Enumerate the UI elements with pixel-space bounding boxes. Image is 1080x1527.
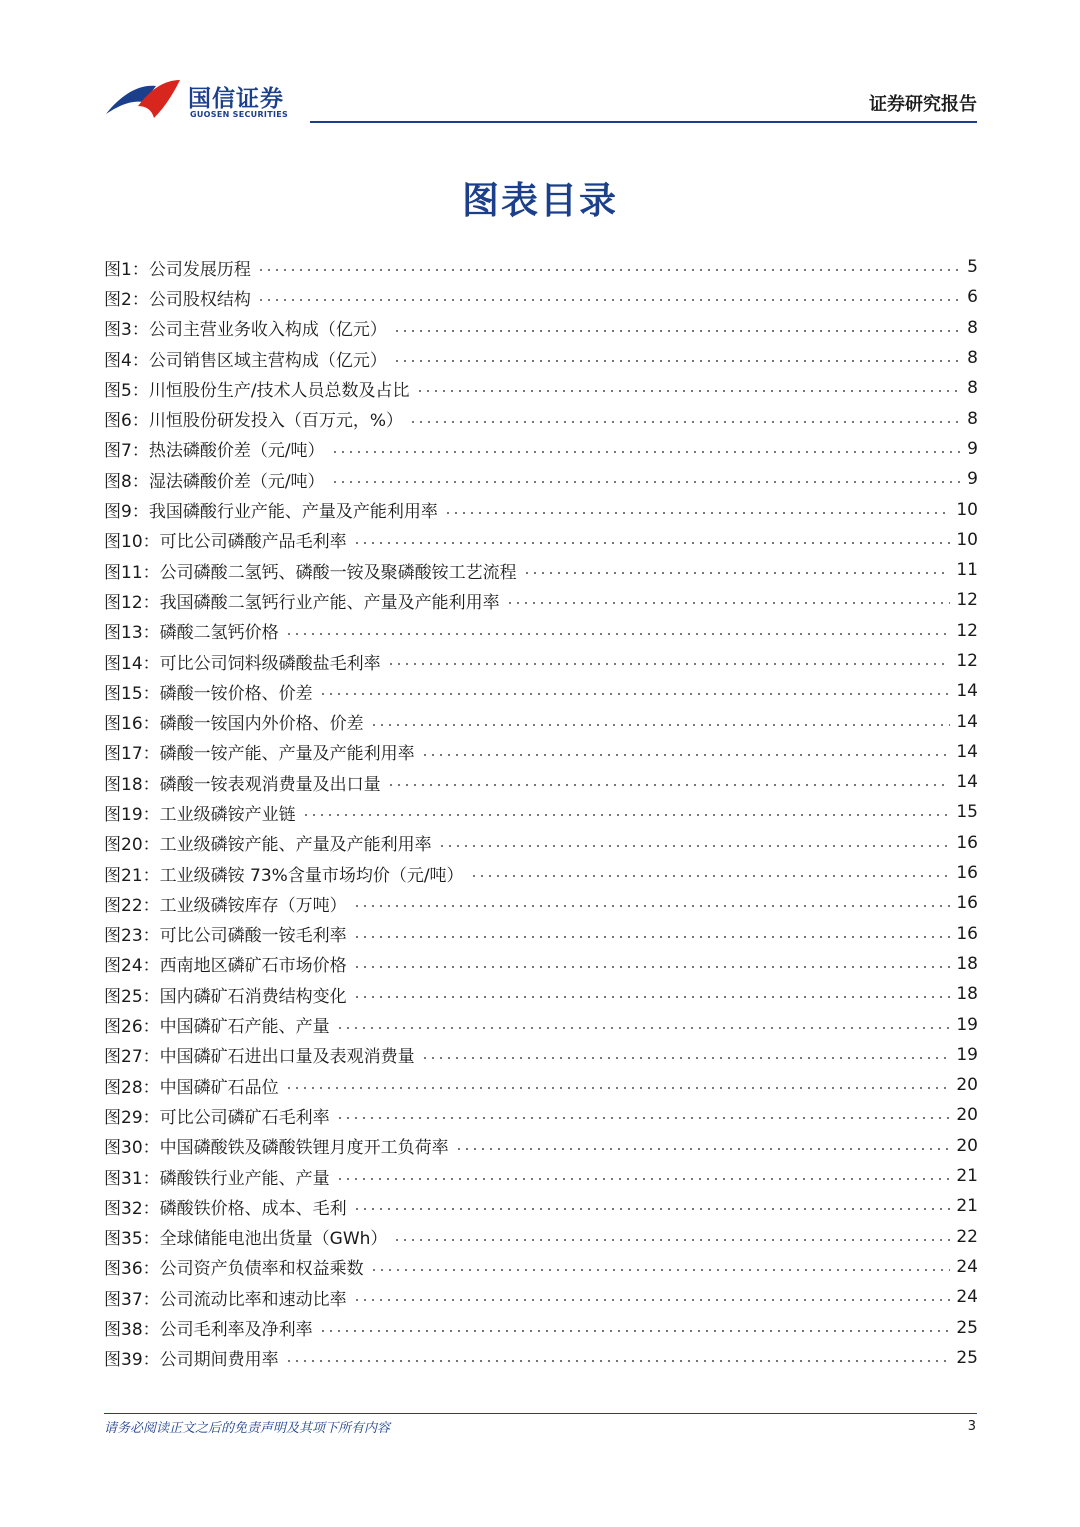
toc-item-title: 公司毛利率及净利率 <box>159 1320 313 1341</box>
toc-item-label: 图10： <box>104 532 160 553</box>
toc-item-page: 24 <box>956 1287 978 1308</box>
toc-item-title: 公司期间费用率 <box>159 1350 279 1371</box>
toc-item-title: 公司销售区域主营构成（亿元） <box>148 350 387 371</box>
toc-item-label: 图24： <box>104 956 160 977</box>
toc-item-label: 图15： <box>104 683 160 704</box>
toc-item-page: 9 <box>967 469 978 490</box>
toc-item-label: 图25： <box>104 986 160 1007</box>
toc-dot-leader <box>393 1239 950 1241</box>
toc-item-title: 公司流动比率和速动比率 <box>159 1289 347 1310</box>
toc-item[interactable] <box>104 1282 978 1312</box>
toc-dot-leader <box>336 1117 951 1119</box>
toc-item-label: 图35： <box>104 1229 160 1250</box>
toc-item-label: 图9： <box>104 502 149 523</box>
toc-item-page: 16 <box>956 923 978 944</box>
toc-item-page: 25 <box>956 1317 978 1338</box>
toc-dot-leader <box>353 936 951 938</box>
toc-item-label: 图32： <box>104 1198 160 1219</box>
toc-item[interactable] <box>104 464 978 494</box>
toc-item-page: 12 <box>956 651 978 671</box>
toc-dot-leader <box>353 996 951 998</box>
toc-item-label: 图4： <box>104 350 149 371</box>
toc-item-title: 可比公司磷矿石毛利率 <box>159 1107 330 1128</box>
toc-dot-leader <box>331 451 962 453</box>
toc-item[interactable] <box>104 1343 978 1373</box>
toc-item-title: 中国磷矿石产能、产量 <box>159 1017 330 1038</box>
toc-dot-leader <box>370 1269 951 1271</box>
toc-item-label: 图36： <box>104 1259 160 1280</box>
toc-dot-leader <box>336 1027 951 1029</box>
toc-item-title: 工业级磷铵 73%含量市场均价（元/吨） <box>159 865 464 886</box>
toc-item-label: 图29： <box>104 1107 160 1128</box>
toc-item-title: 川恒股份研发投入（百万元，%） <box>148 411 403 432</box>
toc-item-page: 12 <box>956 620 978 641</box>
toc-item-page: 21 <box>956 1166 978 1187</box>
toc-item-label: 图14： <box>104 653 160 674</box>
toc-item-label: 图19： <box>104 804 160 825</box>
toc-item-label: 图20： <box>104 835 160 856</box>
toc-dot-leader <box>455 1148 951 1150</box>
toc-dot-leader <box>353 1208 951 1210</box>
toc-dot-leader <box>257 269 961 271</box>
toc-dot-leader <box>319 1330 951 1332</box>
toc-item-page: 9 <box>967 438 978 459</box>
toc-dot-leader <box>336 1178 951 1180</box>
toc-item-label: 图8： <box>104 471 149 492</box>
toc-item-page: 10 <box>956 499 978 520</box>
toc-item-page: 6 <box>967 287 978 308</box>
toc-item-title: 磷酸铁行业产能、产量 <box>159 1168 330 1189</box>
toc-dot-leader <box>393 330 961 332</box>
toc-item[interactable] <box>104 858 978 888</box>
toc-dot-leader <box>353 542 951 544</box>
toc-item-title: 公司资产负债率和权益乘数 <box>159 1259 364 1280</box>
toc-item-page: 14 <box>956 772 978 793</box>
toc-item-label: 图39： <box>104 1350 160 1371</box>
toc-item[interactable] <box>104 343 978 373</box>
toc-item-label: 图30： <box>104 1138 160 1159</box>
toc-dot-leader <box>444 512 951 514</box>
toc-list <box>104 252 978 1373</box>
toc-item[interactable] <box>104 525 978 555</box>
guosen-logo <box>104 76 304 124</box>
toc-item-page: 10 <box>956 529 978 550</box>
toc-item[interactable] <box>104 1161 978 1191</box>
toc-item[interactable] <box>104 282 978 312</box>
toc-item[interactable] <box>104 373 978 403</box>
toc-item-title: 川恒股份生产/技术人员总数及占比 <box>148 380 410 401</box>
toc-item-page: 19 <box>956 1044 978 1065</box>
toc-item[interactable] <box>104 888 978 918</box>
toc-item[interactable] <box>104 797 978 827</box>
toc-item-title: 公司磷酸二氢钙、磷酸一铵及聚磷酸铵工艺流程 <box>159 562 517 583</box>
toc-item[interactable] <box>104 949 978 979</box>
toc-item-page: 19 <box>956 1014 978 1035</box>
toc-item[interactable] <box>104 1100 978 1130</box>
toc-dot-leader <box>393 360 961 362</box>
toc-item-label: 图28： <box>104 1077 160 1098</box>
toc-dot-leader <box>353 966 951 968</box>
header-divider <box>310 121 977 123</box>
toc-item-page: 20 <box>956 1135 978 1156</box>
toc-item-label: 图18： <box>104 774 160 795</box>
guosen-logo-mark-icon <box>104 76 188 124</box>
toc-dot-leader <box>319 693 951 695</box>
toc-item-label: 图22： <box>104 895 160 916</box>
toc-item[interactable] <box>104 616 978 646</box>
toc-item-label: 图7： <box>104 441 149 462</box>
toc-dot-leader <box>285 1087 951 1089</box>
toc-item-label: 图5： <box>104 380 149 401</box>
toc-item-page: 21 <box>956 1196 978 1217</box>
toc-item[interactable] <box>104 555 978 585</box>
toc-dot-leader <box>506 602 951 604</box>
toc-dot-leader <box>523 572 951 574</box>
toc-item-page: 24 <box>956 1256 978 1277</box>
toc-item[interactable] <box>104 828 978 858</box>
toc-item-label: 图37： <box>104 1289 160 1310</box>
toc-item-label: 图1： <box>104 259 149 280</box>
toc-item[interactable] <box>104 1252 978 1282</box>
toc-item-page: 8 <box>967 378 978 399</box>
toc-item[interactable] <box>104 403 978 433</box>
report-type-label: 证券研究报告 <box>869 94 977 115</box>
toc-item[interactable] <box>104 919 978 949</box>
toc-dot-leader <box>285 1360 951 1362</box>
toc-item-title: 公司主营业务收入构成（亿元） <box>148 320 387 341</box>
toc-item-label: 图27： <box>104 1047 160 1068</box>
toc-item[interactable] <box>104 767 978 797</box>
toc-dot-leader <box>421 1057 951 1059</box>
toc-item-page: 16 <box>956 863 978 884</box>
toc-item-label: 图6： <box>104 411 149 432</box>
toc-item[interactable] <box>104 1070 978 1100</box>
toc-item-page: 14 <box>956 681 978 702</box>
toc-item[interactable] <box>104 252 978 282</box>
toc-item[interactable] <box>104 585 978 615</box>
toc-item-title: 磷酸一铵产能、产量及产能利用率 <box>159 744 415 765</box>
toc-item-title: 全球储能电池出货量（GWh） <box>159 1229 388 1250</box>
toc-item-page: 11 <box>956 560 978 581</box>
toc-dot-leader <box>285 633 951 635</box>
footer-divider <box>104 1413 977 1414</box>
toc-title: 图表目录 <box>462 179 618 222</box>
toc-item-title: 公司发展历程 <box>148 259 251 280</box>
toc-dot-leader <box>353 905 951 907</box>
toc-item-title: 中国磷矿石品位 <box>159 1077 279 1098</box>
toc-item-page: 8 <box>967 317 978 338</box>
toc-item-page: 5 <box>967 257 978 278</box>
toc-item-label: 图31： <box>104 1168 160 1189</box>
page-number: 3 <box>967 1419 976 1434</box>
toc-item-page: 12 <box>956 590 978 611</box>
toc-item-page: 22 <box>956 1226 978 1247</box>
toc-item-label: 图16： <box>104 714 160 735</box>
toc-item-title: 磷酸一铵表观消费量及出口量 <box>159 774 381 795</box>
toc-item[interactable] <box>104 1191 978 1221</box>
toc-item[interactable] <box>104 1009 978 1039</box>
toc-item-label: 图13： <box>104 623 160 644</box>
toc-dot-leader <box>331 481 962 483</box>
toc-dot-leader <box>416 390 962 392</box>
toc-item-title: 湿法磷酸价差（元/吨） <box>148 471 325 492</box>
toc-item-label: 图38： <box>104 1320 160 1341</box>
toc-item-title: 西南地区磷矿石市场价格 <box>159 956 347 977</box>
toc-dot-leader <box>387 663 951 665</box>
toc-item[interactable] <box>104 979 978 1009</box>
toc-dot-leader <box>257 299 961 301</box>
toc-dot-leader <box>438 845 951 847</box>
page-header <box>0 0 1080 130</box>
toc-item-page: 20 <box>956 1075 978 1096</box>
toc-item-title: 可比公司磷酸一铵毛利率 <box>159 926 347 947</box>
toc-item-title: 工业级磷铵产能、产量及产能利用率 <box>159 835 432 856</box>
toc-item-label: 图21： <box>104 865 160 886</box>
toc-item-page: 14 <box>956 741 978 762</box>
toc-item-title: 磷酸一铵价格、价差 <box>159 683 313 704</box>
toc-dot-leader <box>302 814 951 816</box>
toc-item-title: 可比公司饲料级磷酸盐毛利率 <box>159 653 381 674</box>
toc-item-label: 图26： <box>104 1017 160 1038</box>
toc-dot-leader <box>421 754 951 756</box>
toc-item[interactable] <box>104 737 978 767</box>
toc-item-page: 15 <box>956 802 978 823</box>
toc-item-label: 图2： <box>104 289 149 310</box>
toc-item[interactable] <box>104 706 978 736</box>
toc-item-title: 可比公司磷酸产品毛利率 <box>159 532 347 553</box>
toc-item-page: 16 <box>956 893 978 914</box>
toc-item-title: 工业级磷铵产业链 <box>159 804 296 825</box>
toc-item-page: 14 <box>956 711 978 732</box>
toc-dot-leader <box>387 784 951 786</box>
toc-item-title: 中国磷酸铁及磷酸铁锂月度开工负荷率 <box>159 1138 449 1159</box>
toc-dot-leader <box>470 875 951 877</box>
toc-item-title: 工业级磷铵库存（万吨） <box>159 895 347 916</box>
toc-item-label: 图17： <box>104 744 160 765</box>
toc-item-page: 20 <box>956 1105 978 1126</box>
toc-item[interactable] <box>104 676 978 706</box>
brand-name-en: GUOSEN SECURITIES <box>190 110 289 119</box>
toc-item-page: 18 <box>956 984 978 1005</box>
toc-item-label: 图11： <box>104 562 160 583</box>
toc-item[interactable] <box>104 1040 978 1070</box>
toc-item-label: 图12： <box>104 592 160 613</box>
toc-item-label: 图3： <box>104 320 149 341</box>
toc-item-title: 国内磷矿石消费结构变化 <box>159 986 347 1007</box>
toc-item-title: 磷酸一铵国内外价格、价差 <box>159 714 364 735</box>
toc-item[interactable] <box>104 1312 978 1342</box>
toc-item-page: 8 <box>967 408 978 429</box>
toc-item-title: 我国磷酸行业产能、产量及产能利用率 <box>148 502 438 523</box>
toc-item[interactable] <box>104 313 978 343</box>
toc-item-page: 16 <box>956 832 978 853</box>
toc-item[interactable] <box>104 494 978 524</box>
toc-item-title: 磷酸铁价格、成本、毛利 <box>159 1198 347 1219</box>
footer-disclaimer: 请务必阅读正文之后的免责声明及其项下所有内容 <box>104 1421 391 1436</box>
toc-item[interactable] <box>104 646 978 676</box>
toc-item-label: 图23： <box>104 926 160 947</box>
toc-dot-leader <box>409 421 961 423</box>
toc-item-page: 18 <box>956 953 978 974</box>
toc-item-title: 中国磷矿石进出口量及表观消费量 <box>159 1047 415 1068</box>
toc-item[interactable] <box>104 1222 978 1252</box>
toc-item-title: 热法磷酸价差（元/吨） <box>148 441 325 462</box>
toc-item-page: 25 <box>956 1347 978 1368</box>
toc-item[interactable] <box>104 1131 978 1161</box>
toc-item-title: 我国磷酸二氢钙行业产能、产量及产能利用率 <box>159 592 500 613</box>
toc-dot-leader <box>353 1299 951 1301</box>
toc-item-title: 公司股权结构 <box>148 289 251 310</box>
toc-item-page: 8 <box>967 348 978 369</box>
brand-name-cn: 国信证券 <box>188 86 284 112</box>
toc-item-title: 磷酸二氢钙价格 <box>159 623 279 644</box>
toc-dot-leader <box>370 724 951 726</box>
toc-item[interactable] <box>104 434 978 464</box>
